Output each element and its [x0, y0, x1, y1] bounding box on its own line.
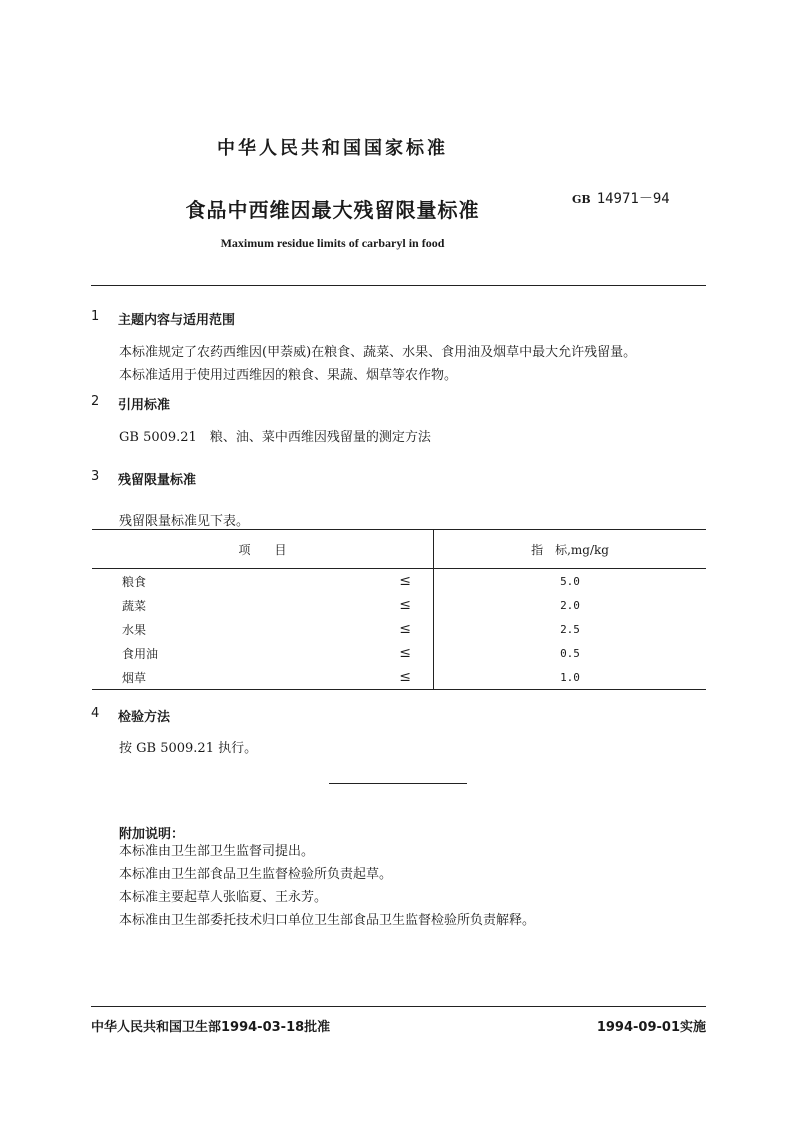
- row-item: 粮食: [122, 574, 147, 589]
- row-value: 1.0: [434, 665, 707, 690]
- row-value: 2.0: [560, 598, 580, 612]
- section-2-number: 2: [91, 394, 100, 409]
- document-title: 食品中西维因最大残留限量标准: [185, 198, 480, 222]
- title-divider: [91, 285, 706, 286]
- standard-code: [572, 188, 670, 208]
- less-equal-sign: ≤: [399, 620, 411, 637]
- less-equal-sign: ≤: [399, 596, 411, 613]
- section-3-title: 残留限量标准: [118, 473, 197, 488]
- row-value: 0.5: [560, 646, 580, 660]
- section-2-paragraph-1: GB 5009.21 粮、油、菜中西维因残留量的测定方法: [119, 430, 431, 445]
- row-value: 5.0: [560, 574, 580, 588]
- note-line: 本标准由卫生部食品卫生监督检验所负责起草。: [119, 867, 393, 882]
- header-item: 项 目: [92, 530, 434, 569]
- section-3-number: 3: [91, 469, 100, 484]
- row-item: 烟草: [122, 670, 147, 685]
- section-4-paragraph-1: 按 GB 5009.21 执行。: [119, 741, 258, 756]
- note-line: 本标准主要起草人张临夏、王永芳。: [119, 890, 328, 905]
- section-3-paragraph-1: 残留限量标准见下表。: [119, 514, 250, 529]
- notes-block: [119, 840, 535, 932]
- section-1-number: 1: [91, 309, 100, 324]
- end-divider: [329, 783, 467, 784]
- table-row: [92, 593, 706, 617]
- section-1-title: 主题内容与适用范围: [118, 313, 236, 328]
- less-equal-sign: ≤: [399, 668, 411, 685]
- table-row: [92, 641, 706, 665]
- section-1-paragraph-1: 本标准规定了农药西维因(甲萘威)在粮食、蔬菜、水果、食用油及烟草中最大允许残留量。: [119, 345, 637, 360]
- national-standard-heading: 中华人民共和国国家标准: [217, 138, 448, 159]
- row-item: 食用油: [122, 646, 159, 661]
- table-header-row: [92, 530, 706, 569]
- standard-code-number: 14971－94: [596, 191, 670, 207]
- footer-divider: [91, 1006, 706, 1007]
- table-row: [92, 665, 706, 690]
- section-1-paragraph-2: 本标准适用于使用过西维因的粮食、果蔬、烟草等农作物。: [119, 368, 458, 383]
- section-4-number: 4: [91, 706, 100, 721]
- note-line: 本标准由卫生部卫生监督司提出。: [119, 844, 315, 859]
- header-limit: 指 标,mg/kg: [434, 530, 707, 569]
- less-equal-sign: ≤: [399, 572, 411, 589]
- row-item: 蔬菜: [122, 598, 147, 613]
- standard-code-prefix: GB: [572, 193, 591, 206]
- notes-title: 附加说明：: [119, 827, 185, 842]
- row-item: 水果: [122, 622, 147, 637]
- section-2-title: 引用标准: [118, 398, 171, 413]
- implementation-date: 1994-09-01实施: [596, 1020, 706, 1035]
- section-4-title: 检验方法: [118, 710, 171, 725]
- less-equal-sign: ≤: [399, 644, 411, 661]
- residue-limits-table: [92, 529, 706, 690]
- row-value: 2.5: [560, 622, 580, 636]
- note-line: 本标准由卫生部委托技术归口单位卫生部食品卫生监督检验所负责解释。: [119, 913, 536, 928]
- approval-date: 中华人民共和国卫生部1994-03-18批准: [91, 1020, 331, 1035]
- table-row: [92, 569, 706, 594]
- table-row: [92, 617, 706, 641]
- english-title: Maximum residue limits of carbaryl in food: [220, 236, 445, 250]
